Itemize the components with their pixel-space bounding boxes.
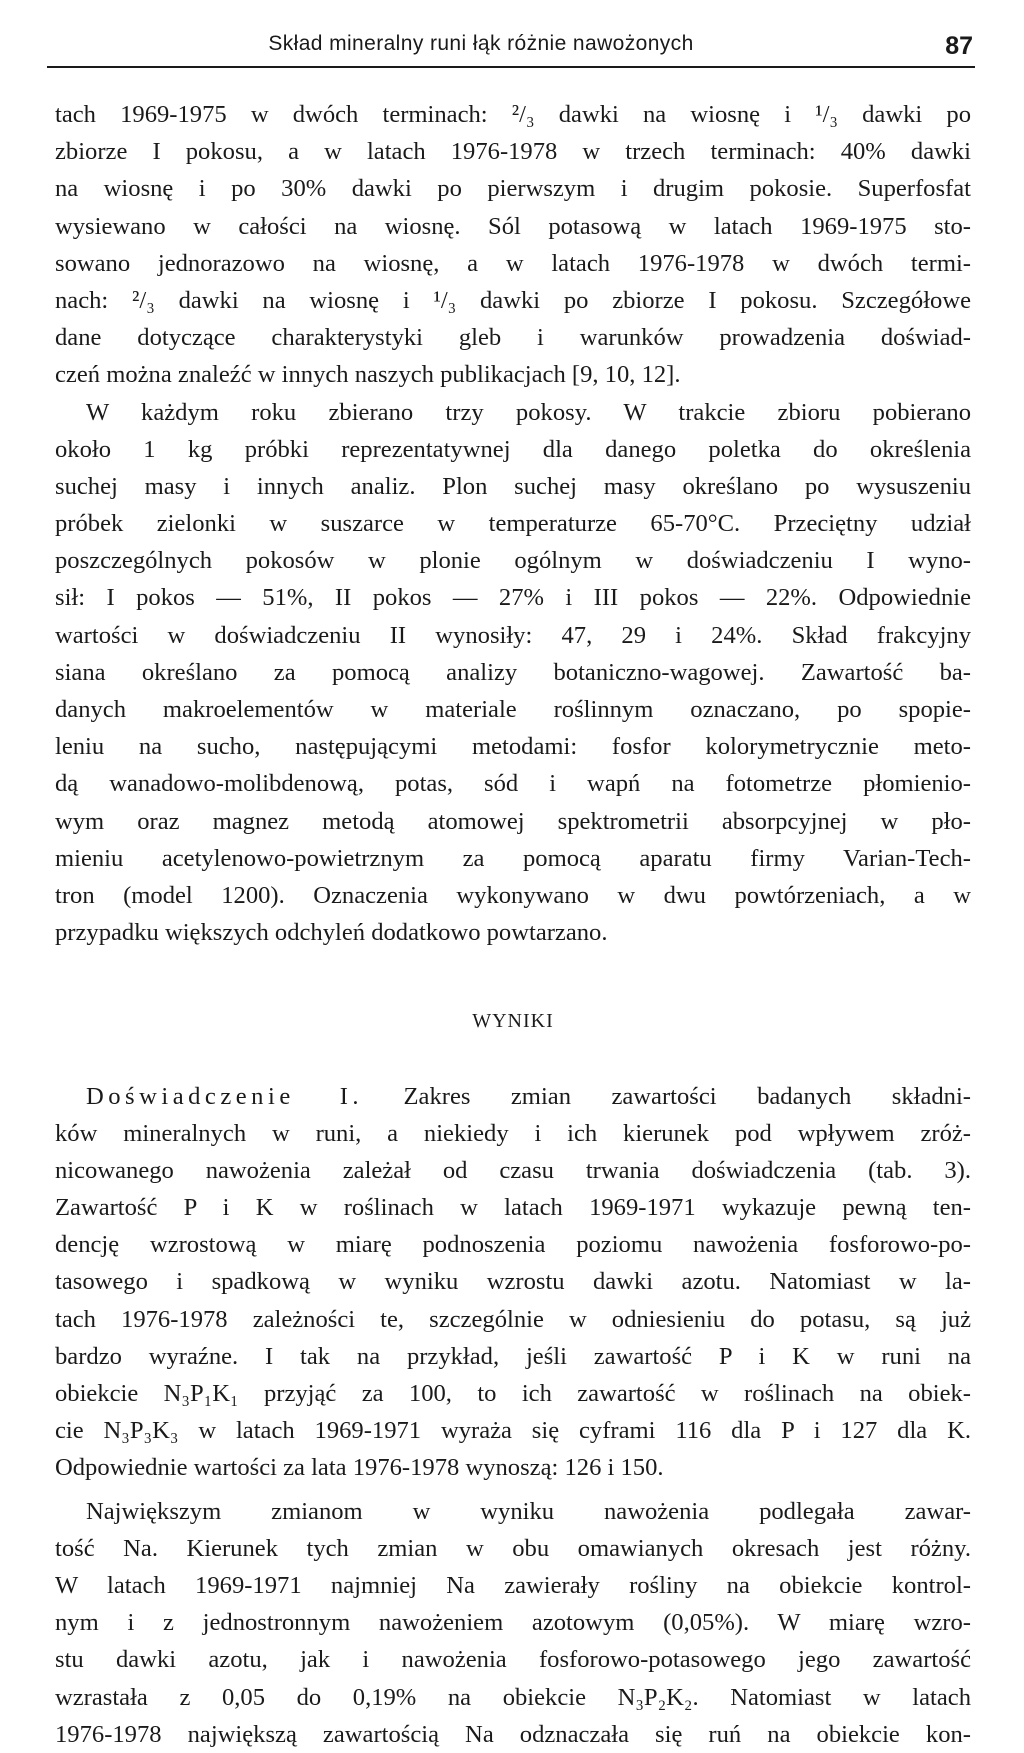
text-line: leniu na sucho, następującymi metodami: fosfor kolorymetrycznie meto- [55, 733, 971, 761]
text-line: nach: ²/₃ dawki na wiosnę i ¹/₃ dawki po zbiorze I pokosu. Szczegółowe [55, 286, 971, 314]
text-line: dane dotyczące charakterystyki gleb i warunków prowadzenia doświad- [55, 324, 971, 352]
text-line: Zawartość P i K w roślinach w latach 1969-1971 wykazuje pewną ten- [55, 1194, 971, 1222]
paragraph-harvest-methods [55, 394, 971, 952]
section-spacer [55, 951, 971, 1003]
text-line: suchej masy i innych analiz. Plon suchej masy określano po wysuszeniu [55, 472, 971, 500]
text-line: przypadku większych odchyleń dodatkowo powtarzano. [55, 919, 608, 947]
text-line: Największym zmianom w wyniku nawożenia podlegała zawar- [86, 1497, 971, 1525]
page-number: 87 [945, 32, 973, 60]
text-line: siana określano za pomocą analizy botaniczno-wagowej. Zawartość ba- [55, 658, 971, 686]
text-line: Odpowiednie wartości za lata 1976-1978 wynoszą: 126 i 150. [55, 1454, 664, 1482]
text-line: cie N₃P₃K₃ w latach 1969-1971 wyraża się cyframi 116 dla P i 127 dla K. [55, 1417, 971, 1445]
running-header [47, 30, 975, 68]
section-spacer [55, 1041, 971, 1078]
section-heading: WYNIKI [472, 1010, 554, 1033]
text-line: na wiosnę i po 30% dawki po pierwszym i drugim pokosie. Superfosfat [55, 175, 971, 203]
running-title: Skład mineralny runi łąk różnie nawożonych [268, 32, 694, 55]
text-line: wartości w doświadczeniu II wynosiły: 47, 29 i 24%. Skład frakcyjny [55, 621, 971, 649]
text-line: W każdym roku zbierano trzy pokosy. W trakcie zbioru pobierano [86, 398, 971, 426]
text-line: poszczególnych pokosów w plonie ogólnym w doświadczeniu I wyno- [55, 547, 971, 575]
text-line: tach 1969-1975 w dwóch terminach: ²/₃ dawki na wiosnę i ¹/₃ dawki po [55, 101, 971, 128]
text-line: ków mineralnych w runi, a niekiedy i ich kierunek pod wpływem zróż- [55, 1119, 971, 1147]
paragraph-sodium [55, 1493, 971, 1753]
text-line: około 1 kg próbki reprezentatywnej dla danego poletka do określenia [55, 435, 971, 463]
text-line: stu dawki azotu, jak i nawożenia fosforowo-potasowego jego zawartość [55, 1646, 971, 1674]
text-line: obiekcie N₃P₁K₁ przyjąć za 100, to ich zawartość w roślinach na obiek- [55, 1380, 971, 1407]
text-line: zbiorze I pokosu, a w latach 1976-1978 w trzech terminach: 40% dawki [55, 138, 971, 166]
text-line: tość Na. Kierunek tych zmian w obu omawianych okresach jest różny. [55, 1534, 971, 1562]
paragraph-experiment-one [55, 1078, 971, 1487]
experiment-lead: Doświadczenie I. [86, 1082, 364, 1110]
text-line: W latach 1969-1971 najmniej Na zawierały rośliny na obiekcie kontrol- [55, 1571, 971, 1599]
text-line [55, 1078, 971, 1115]
text-line: tach 1976-1978 zależności te, szczególnie w odniesieniu do potasu, są już [55, 1305, 971, 1333]
text-line: czeń można znaleźć w innych naszych publikacjach [9, 10, 12]. [55, 361, 681, 389]
text-line: tron (model 1200). Oznaczenia wykonywano w dwu powtórzeniach, a w [55, 881, 971, 909]
text-line: tasowego i spadkową w wyniku wzrostu dawki azotu. Natomiast w la- [55, 1268, 971, 1296]
text-line: 1976-1978 największą zawartością Na odznaczała się ruń na obiekcie kon- [55, 1720, 971, 1748]
text-line: bardzo wyraźne. I tak na przykład, jeśli zawartość P i K w runi na [55, 1342, 971, 1370]
text-line: nym i z jednostronnym nawożeniem azotowym (0,05%). W miarę wzro- [55, 1609, 971, 1637]
text-line: danych makroelementów w materiale roślinnym oznaczano, po spopie- [55, 696, 971, 723]
text-line: dencję wzrostową w miarę podnoszenia poziomu nawożenia fosforowo-po- [55, 1231, 971, 1259]
paragraph-fertilization-schedule [55, 96, 971, 394]
body-text [55, 96, 971, 1753]
text-line: wysiewano w całości na wiosnę. Sól potasową w latach 1969-1975 sto- [55, 212, 971, 240]
text-line: dą wanadowo-molibdenową, potas, sód i wapń na fotometrze płomienio- [55, 770, 971, 798]
text-line: sił: I pokos — 51%, II pokos — 27% i III pokos — 22%. Odpowiednie [55, 584, 971, 612]
text-fragment: Zakres zmian zawartości badanych składni- [403, 1082, 971, 1110]
text-line: próbek zielonki w suszarce w temperaturze 65-70°C. Przeciętny udział [55, 510, 971, 538]
text-line: nicowanego nawożenia zależał od czasu trwania doświadczenia (tab. 3). [55, 1156, 971, 1184]
text-line: wym oraz magnez metodą atomowej spektrometrii absorpcyjnej w pło- [55, 807, 971, 835]
text-line: wzrastała z 0,05 do 0,19% na obiekcie N₃P₂K₂. Natomiast w latach [55, 1683, 971, 1711]
text-line: mieniu acetylenowo-powietrznym za pomocą aparatu firmy Varian-Tech- [55, 844, 971, 872]
text-line: sowano jednorazowo na wiosnę, a w latach 1976-1978 w dwóch termi- [55, 249, 971, 277]
